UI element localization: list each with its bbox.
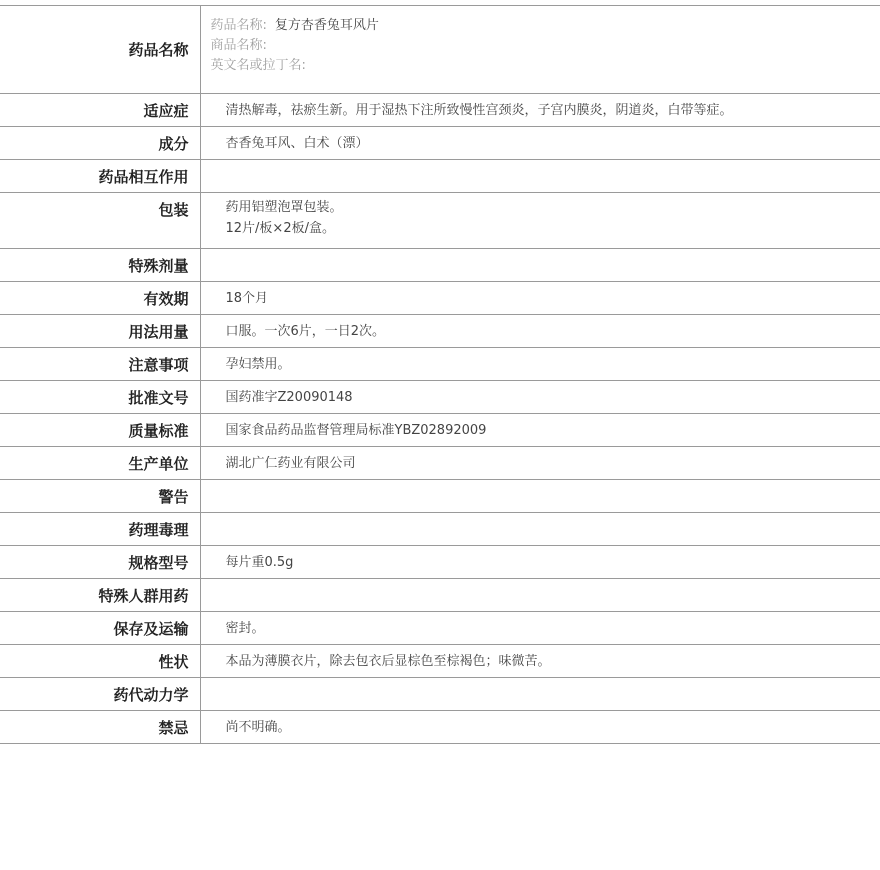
row-special-populations xyxy=(0,579,880,612)
special-dosage-value xyxy=(200,249,880,282)
row-shelf-life xyxy=(0,282,880,315)
quality-standard-value: 国家食品药品监督管理局标准YBZ02892009 xyxy=(200,414,880,447)
ingredients-value: 杏香兔耳风、白术（漂） xyxy=(200,127,880,160)
pharmacology-value xyxy=(200,513,880,546)
properties-value: 本品为薄膜衣片，除去包衣后显棕色至棕褐色；味微苦。 xyxy=(200,645,880,678)
contraindications-label: 禁忌 xyxy=(0,711,200,744)
packaging-label: 包装 xyxy=(0,193,200,249)
generic-name-key: 药品名称: xyxy=(210,18,267,33)
special-populations-value xyxy=(200,579,880,612)
row-pharmacokinetics xyxy=(0,678,880,711)
row-ingredients xyxy=(0,127,880,160)
shelf-life-label: 有效期 xyxy=(0,282,200,315)
contraindications-value: 尚不明确。 xyxy=(200,711,880,744)
row-drug-name xyxy=(0,6,880,94)
packaging-line-2: 12片/板×2板/盒。 xyxy=(225,221,335,236)
row-quality-standard xyxy=(0,414,880,447)
trade-name-line xyxy=(211,36,880,56)
row-interactions xyxy=(0,160,880,193)
row-approval-number xyxy=(0,381,880,414)
ingredients-label: 成分 xyxy=(0,127,200,160)
precautions-label: 注意事项 xyxy=(0,348,200,381)
packaging-line-1: 药用铝塑泡罩包装。 xyxy=(225,200,343,215)
pharmacokinetics-label: 药代动力学 xyxy=(0,678,200,711)
row-properties xyxy=(0,645,880,678)
row-usage xyxy=(0,315,880,348)
manufacturer-value: 湖北广仁药业有限公司 xyxy=(200,447,880,480)
english-name-line xyxy=(211,56,880,76)
manufacturer-label: 生产单位 xyxy=(0,447,200,480)
generic-name-value: 复方杏香兔耳风片 xyxy=(274,18,379,33)
interactions-label: 药品相互作用 xyxy=(0,160,200,193)
approval-number-label: 批准文号 xyxy=(0,381,200,414)
row-packaging xyxy=(0,193,880,249)
row-warnings xyxy=(0,480,880,513)
row-manufacturer xyxy=(0,447,880,480)
usage-value: 口服。一次6片，一日2次。 xyxy=(200,315,880,348)
pharmacology-label: 药理毒理 xyxy=(0,513,200,546)
drug-spec-table xyxy=(0,5,880,744)
indications-value: 清热解毒，祛瘀生新。用于湿热下注所致慢性宫颈炎，子宫内膜炎，阴道炎，白带等症。 xyxy=(200,94,880,127)
interactions-value xyxy=(200,160,880,193)
trade-name-key: 商品名称: xyxy=(210,38,267,53)
row-pharmacology xyxy=(0,513,880,546)
english-name-key: 英文名或拉丁名: xyxy=(210,58,306,73)
storage-label: 保存及运输 xyxy=(0,612,200,645)
approval-number-value: 国药准字Z20090148 xyxy=(200,381,880,414)
storage-value: 密封。 xyxy=(200,612,880,645)
packaging-value xyxy=(200,193,880,249)
indications-label: 适应症 xyxy=(0,94,200,127)
warnings-value xyxy=(200,480,880,513)
warnings-label: 警告 xyxy=(0,480,200,513)
row-contraindications xyxy=(0,711,880,744)
generic-name-line xyxy=(211,16,880,36)
row-indications xyxy=(0,94,880,127)
specification-value: 每片重0.5g xyxy=(200,546,880,579)
row-special-dosage xyxy=(0,249,880,282)
row-specification xyxy=(0,546,880,579)
pharmacokinetics-value xyxy=(200,678,880,711)
special-dosage-label: 特殊剂量 xyxy=(0,249,200,282)
precautions-value: 孕妇禁用。 xyxy=(200,348,880,381)
drug-name-values xyxy=(200,6,880,94)
row-storage xyxy=(0,612,880,645)
shelf-life-value: 18个月 xyxy=(200,282,880,315)
drug-name-label: 药品名称 xyxy=(0,6,200,94)
properties-label: 性状 xyxy=(0,645,200,678)
special-populations-label: 特殊人群用药 xyxy=(0,579,200,612)
specification-label: 规格型号 xyxy=(0,546,200,579)
quality-standard-label: 质量标准 xyxy=(0,414,200,447)
row-precautions xyxy=(0,348,880,381)
usage-label: 用法用量 xyxy=(0,315,200,348)
